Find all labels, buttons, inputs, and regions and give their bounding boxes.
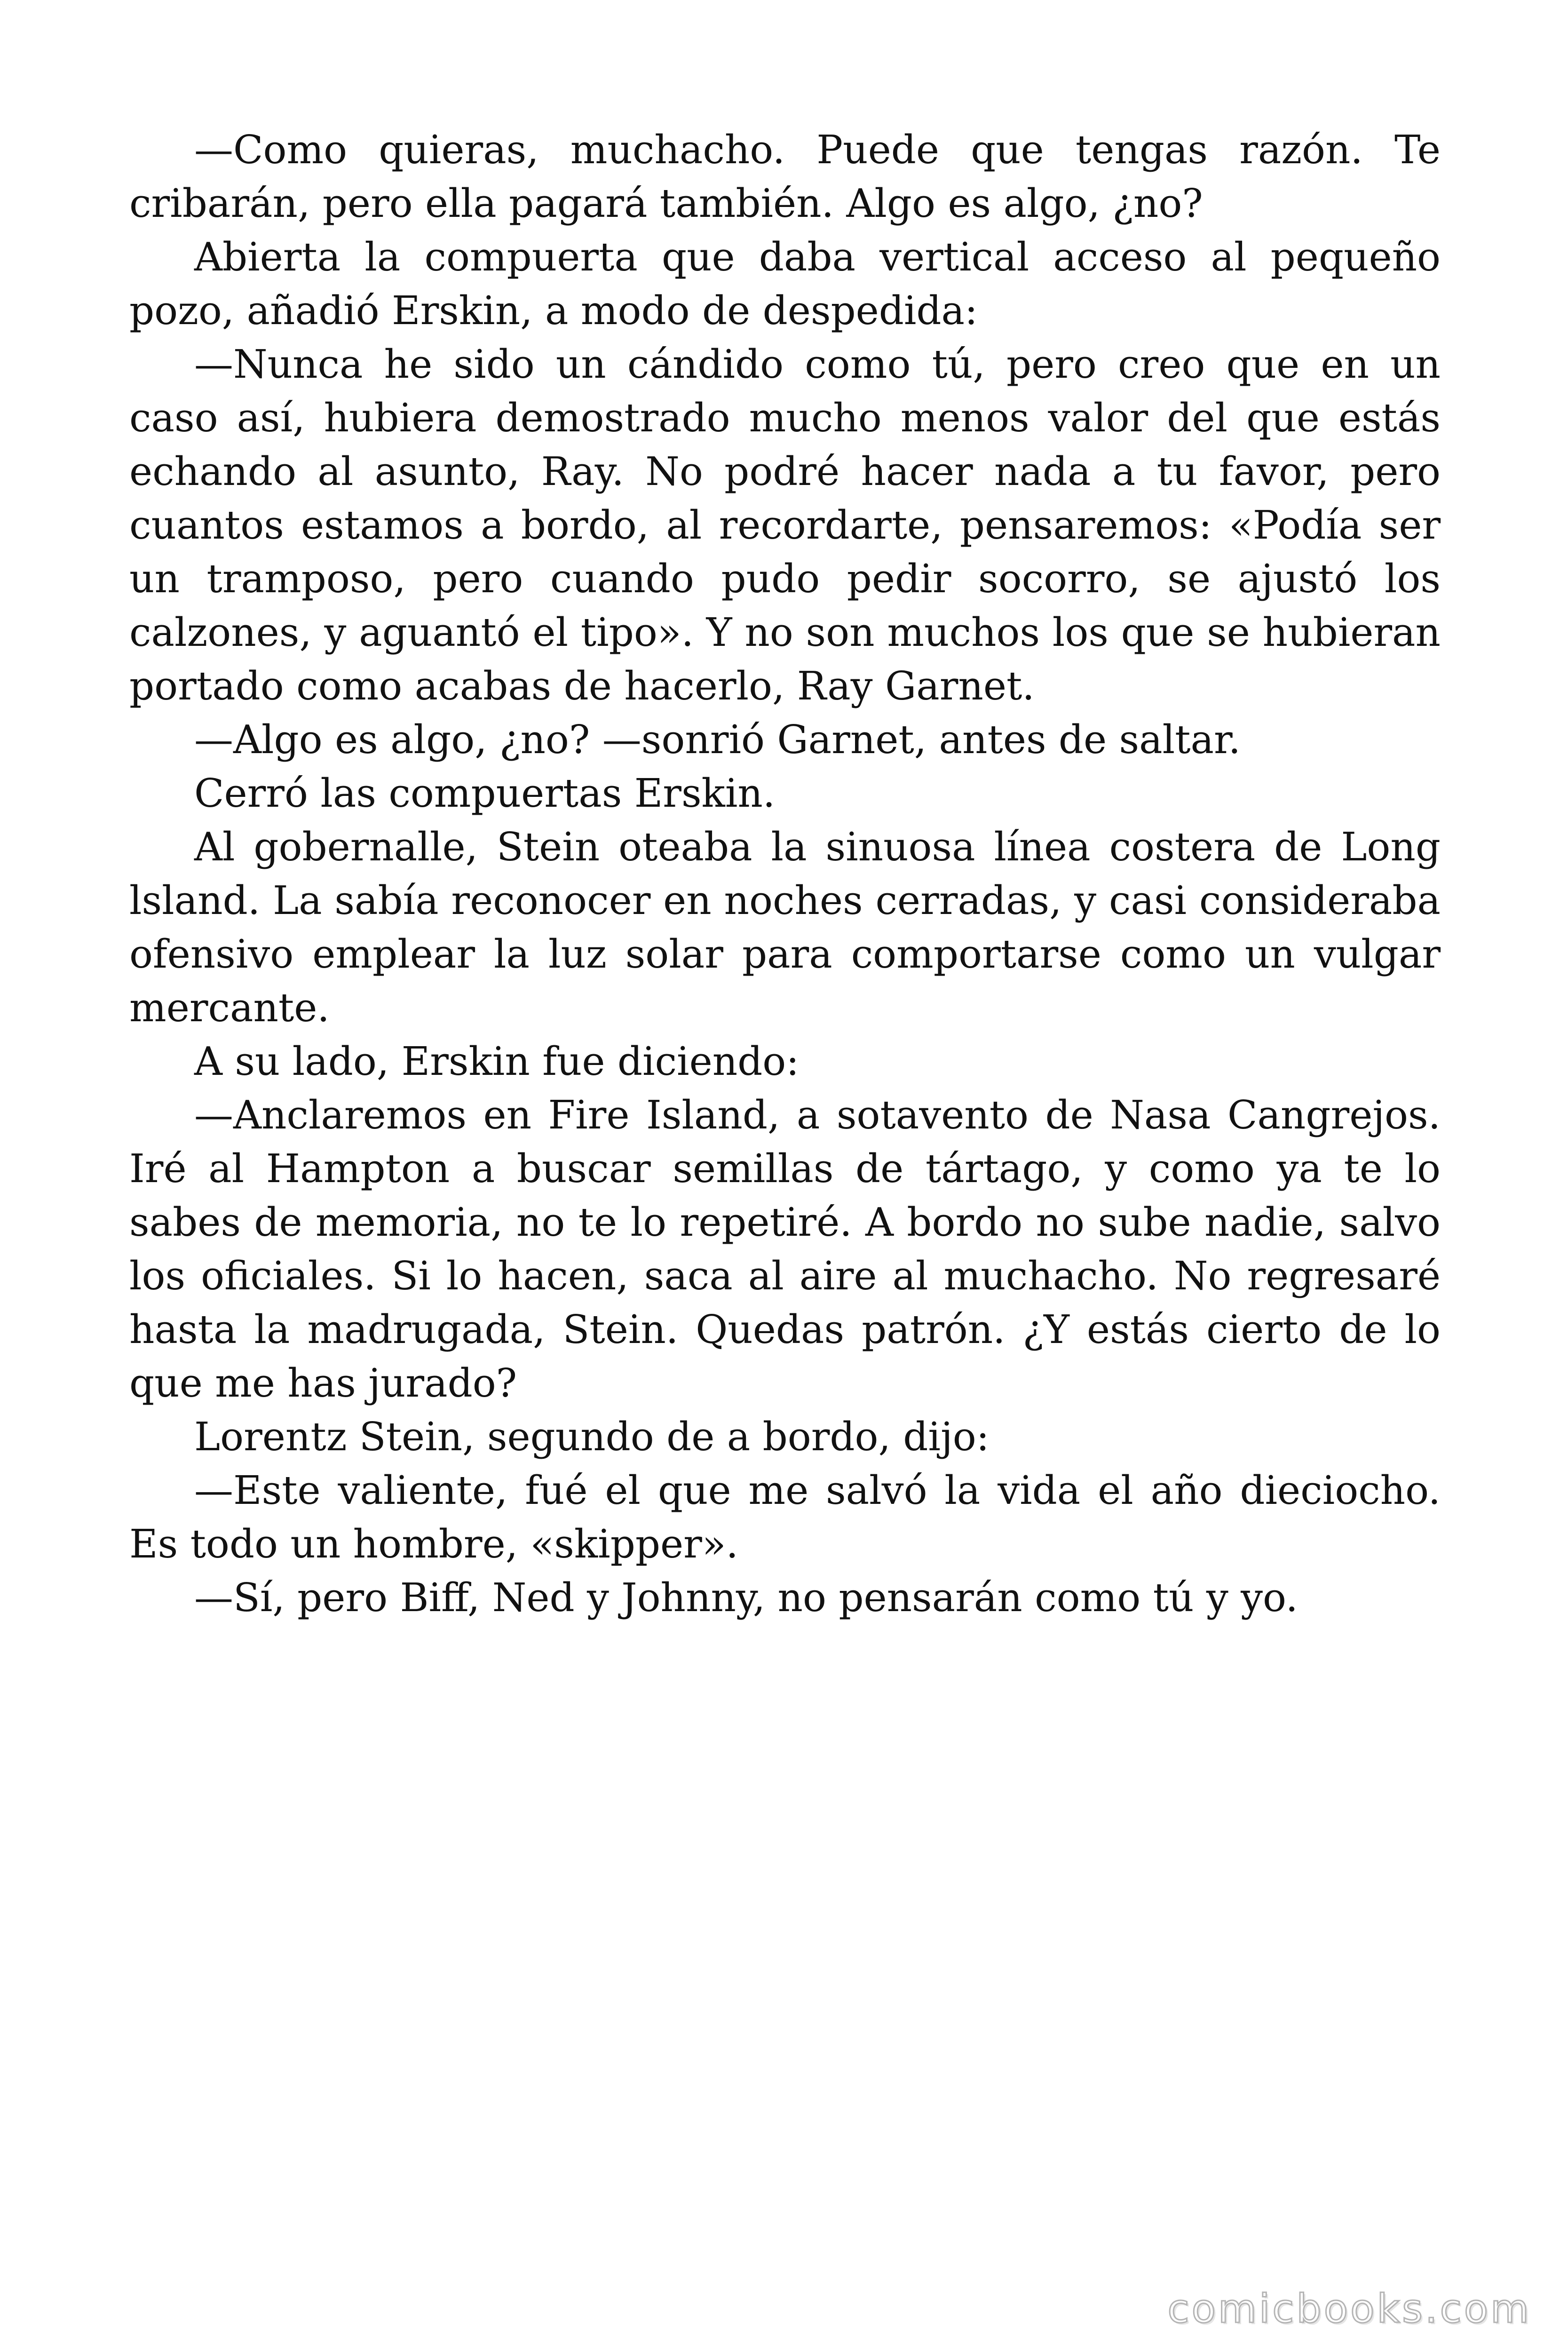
paragraph: —Nunca he sido un cándido como tú, pero creo que en un caso así, hubiera demostrado mucho menos valor del que estás echando al asunto, Ray. No podré hacer nada a tu favor, pero cuantos estamos a bordo, al recordarte, pensaremos: «Podía ser un tramposo, pero cuando pudo pedir socorro, se ajustó los calzones, y aguantó el tipo». Y no son muchos los que se hubieran portado como acabas de hacerlo, Ray Garnet. bbox=[129, 342, 1441, 709]
paragraph: Al gobernalle, Stein oteaba la sinuosa línea costera de Long lsland. La sabía reconocer en noches cerradas, y casi consideraba ofensivo emplear la luz solar para comportarse como un vulgar mercante. bbox=[129, 824, 1441, 1031]
paragraph: —Algo es algo, ¿no? —sonrió Garnet, antes de saltar. bbox=[194, 717, 1241, 763]
paragraph: Lorentz Stein, segundo de a bordo, dijo: bbox=[194, 1414, 990, 1460]
page-text bbox=[129, 123, 1441, 1625]
paragraph: Abierta la compuerta que daba vertical acceso al pequeño pozo, añadió Erskin, a modo de despedida: bbox=[129, 234, 1441, 334]
paragraph: —Anclaremos en Fire Island, a sotavento de Nasa Cangrejos. Iré al Hampton a buscar semillas de tártago, y como ya te lo sabes de memoria, no te lo repetiré. A bordo no sube nadie, salvo los oficiales. Si lo hacen, saca al aire al muchacho. No regresaré hasta la madrugada, Stein. Quedas patrón. ¿Y estás cierto de lo que me has jurado? bbox=[129, 1092, 1441, 1406]
watermark: comicbooks.com bbox=[1167, 2286, 1531, 2332]
paragraph: A su lado, Erskin fue diciendo: bbox=[194, 1039, 800, 1084]
paragraph: Cerró las compuertas Erskin. bbox=[194, 771, 776, 816]
paragraph: —Como quieras, muchacho. Puede que tengas razón. Te cribarán, pero ella pagará también. Algo es algo, ¿no? bbox=[129, 127, 1441, 226]
paragraph: —Este valiente, fué el que me salvó la vida el año dieciocho. Es todo un hombre, «skipper». bbox=[129, 1468, 1441, 1567]
paragraph: —Sí, pero Biff, Ned y Johnny, no pensarán como tú y yo. bbox=[194, 1575, 1298, 1621]
